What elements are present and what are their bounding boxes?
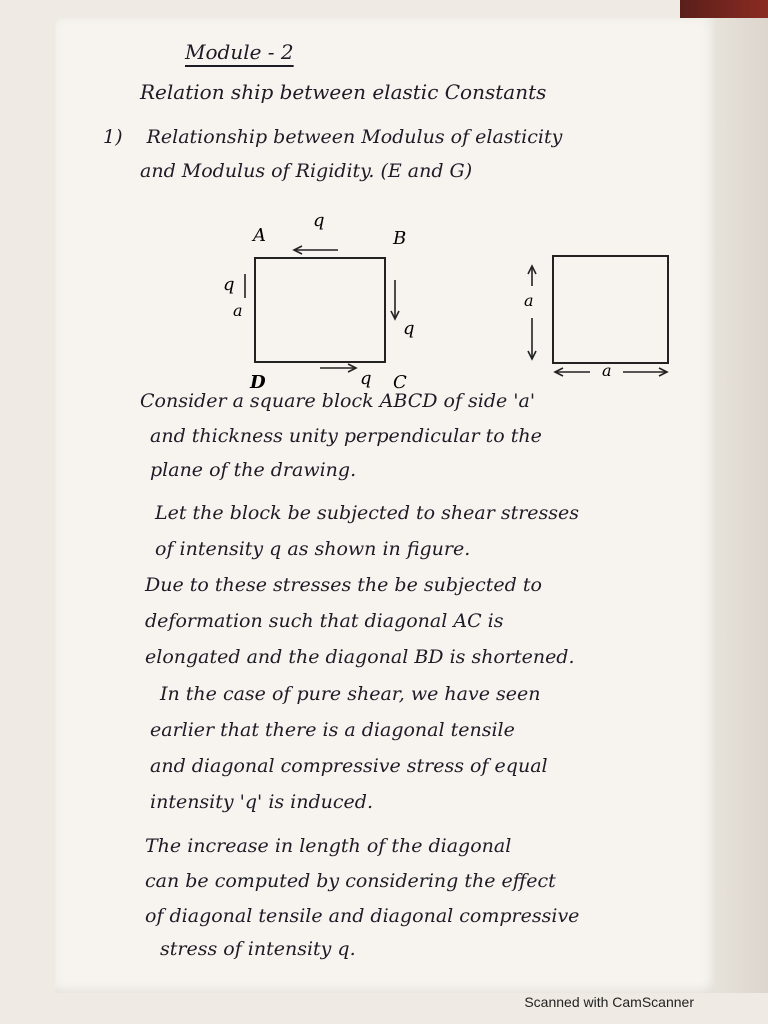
paragraph-line: deformation such that diagonal AC is bbox=[145, 610, 504, 632]
paragraph-line: Let the block be subjected to shear stresses bbox=[155, 502, 580, 524]
label-d-corner: D bbox=[250, 372, 266, 393]
paragraph-line: elongated and the diagonal BD is shortened. bbox=[145, 646, 575, 668]
label-q-right: q bbox=[403, 318, 415, 339]
paragraph-line: can be computed by considering the effect bbox=[145, 870, 556, 892]
label-a-right: a bbox=[524, 291, 534, 310]
label-a-bottom: a bbox=[602, 361, 612, 380]
page-subtitle: Relation ship between elastic Constants bbox=[140, 80, 547, 104]
shear-block-diagram bbox=[55, 18, 715, 408]
paragraph-line: In the case of pure shear, we have seen bbox=[160, 683, 541, 705]
square-abcd bbox=[255, 258, 385, 362]
module-title: Module - 2 bbox=[185, 40, 294, 64]
notebook-top-edge bbox=[680, 0, 768, 18]
paragraph-line: The increase in length of the diagonal bbox=[145, 835, 512, 857]
section-heading-text1: Relationship between Modulus of elasticity bbox=[146, 126, 563, 148]
paragraph-line: and diagonal compressive stress of equal bbox=[150, 755, 548, 777]
paragraph-line: plane of the drawing. bbox=[150, 459, 357, 481]
paragraph-line: and thickness unity perpendicular to the bbox=[150, 425, 542, 447]
square-side-a bbox=[553, 256, 668, 363]
label-c-corner: C bbox=[393, 372, 407, 393]
label-q-left: q bbox=[223, 274, 235, 295]
paragraph-line: stress of intensity q. bbox=[160, 938, 356, 960]
label-b-corner: B bbox=[393, 228, 407, 249]
label-a-left: a bbox=[233, 301, 243, 320]
paragraph-line: Due to these stresses the be subjected to bbox=[145, 574, 542, 596]
notebook-page bbox=[55, 18, 715, 993]
paragraph-line: of diagonal tensile and diagonal compressive bbox=[145, 905, 580, 927]
label-q-top: q bbox=[313, 210, 325, 231]
label-q-bottom: q bbox=[360, 368, 372, 389]
section-number: 1) bbox=[103, 126, 123, 148]
paragraph-line: intensity 'q' is induced. bbox=[150, 791, 373, 813]
paragraph-line: of intensity q as shown in figure. bbox=[155, 538, 471, 560]
paragraph-line: Consider a square block ABCD of side 'a' bbox=[140, 390, 536, 412]
paragraph-line: earlier that there is a diagonal tensile bbox=[150, 719, 515, 741]
scanner-watermark: Scanned with CamScanner bbox=[524, 994, 694, 1010]
label-a-corner: A bbox=[253, 225, 266, 246]
section-heading-line2: and Modulus of Rigidity. (E and G) bbox=[140, 160, 473, 182]
